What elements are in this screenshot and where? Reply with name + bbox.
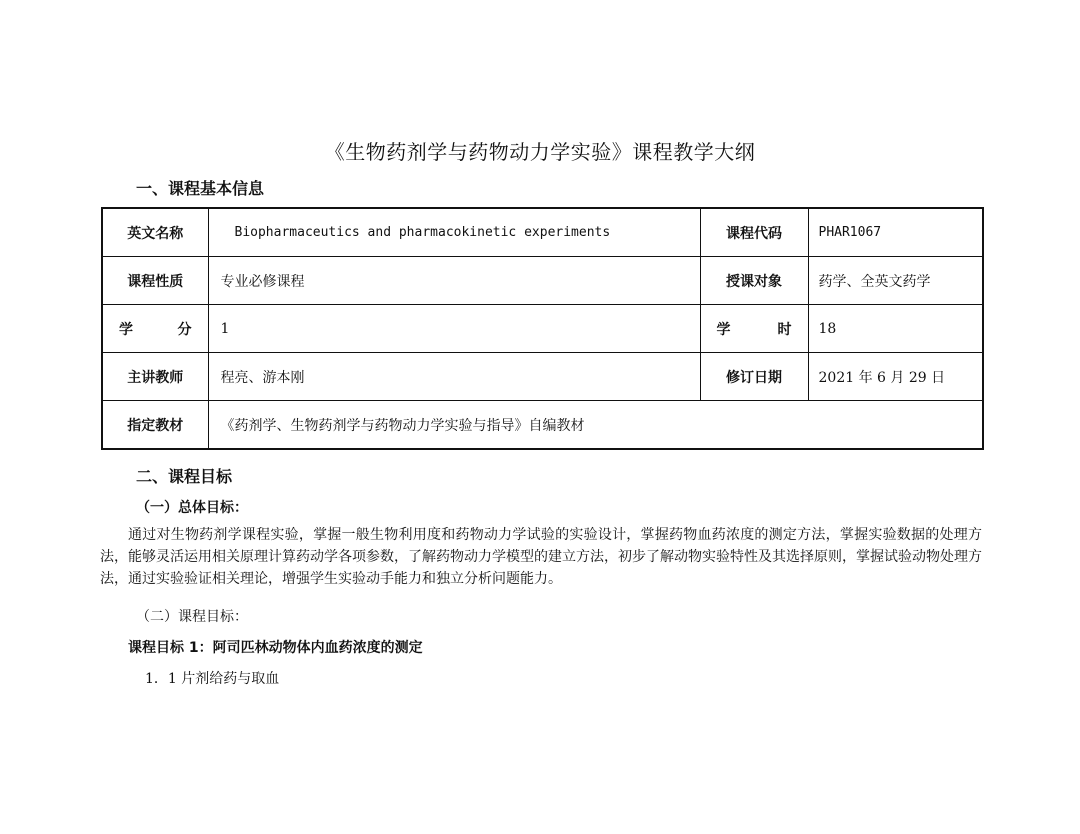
- credit-label-char-1: 学: [119, 321, 133, 338]
- audience-value: 药学、全英文药学: [808, 257, 983, 305]
- table-row: [102, 208, 983, 257]
- course-code-label: 课程代码: [700, 208, 808, 257]
- hours-value: 18: [808, 305, 983, 353]
- goal1-item-1: 1．1 片剂给药与取血: [145, 671, 280, 687]
- course-goal-heading: （二）课程目标：: [136, 609, 248, 625]
- hours-label-char-1: 学: [716, 321, 731, 338]
- overall-goal-heading: （一）总体目标：: [136, 500, 248, 516]
- table-row: [102, 353, 983, 401]
- credit-value: 1: [208, 305, 700, 353]
- revision-date-value: 2021 年 6 月 29 日: [808, 353, 983, 401]
- lecturer-label: 主讲教师: [102, 353, 208, 401]
- english-name-value: Biopharmaceutics and pharmacokinetic experiments: [208, 208, 700, 257]
- textbook-label: 指定教材: [102, 401, 208, 450]
- section-heading-basic-info: 一、课程基本信息: [136, 179, 265, 198]
- document-title: 《生物药剂学与药物动力学实验》课程教学大纲: [324, 140, 756, 164]
- goal1-heading: 课程目标 1：阿司匹林动物体内血药浓度的测定: [128, 640, 423, 656]
- hours-label: [700, 305, 808, 353]
- credit-label-char-2: 分: [177, 321, 192, 338]
- revision-date-label: 修订日期: [700, 353, 808, 401]
- audience-label: 授课对象: [700, 257, 808, 305]
- credit-label: [102, 305, 208, 353]
- table-row: [102, 401, 983, 450]
- textbook-value: 《药剂学、生物药剂学与药物动力学实验与指导》自编教材: [208, 401, 983, 450]
- overall-goal-paragraph: 通过对生物药剂学课程实验，掌握一般生物利用度和药物动力学试验的实验设计，掌握药物血药浓度的测定方法，掌握实验数据的处理方法，能够灵活运用相关原理计算药动学各项参数，了解药物动力学模型的建立方法，初步了解动物实验特性及其选择原则，掌握试验动物处理方法，通过实验验证相关理论，增强学生实验动手能力和独立分析问题能力。: [100, 527, 982, 587]
- hours-label-char-2: 时: [777, 321, 792, 338]
- section-heading-course-goals: 二、课程目标: [136, 467, 233, 486]
- course-code-value: PHAR1067: [808, 208, 983, 257]
- table-row: [102, 305, 983, 353]
- course-info-table: [101, 207, 984, 450]
- course-nature-value: 专业必修课程: [208, 257, 700, 305]
- table-row: [102, 257, 983, 305]
- course-nature-label: 课程性质: [102, 257, 208, 305]
- lecturer-value: 程亮、游本刚: [208, 353, 700, 401]
- english-name-label: 英文名称: [102, 208, 208, 257]
